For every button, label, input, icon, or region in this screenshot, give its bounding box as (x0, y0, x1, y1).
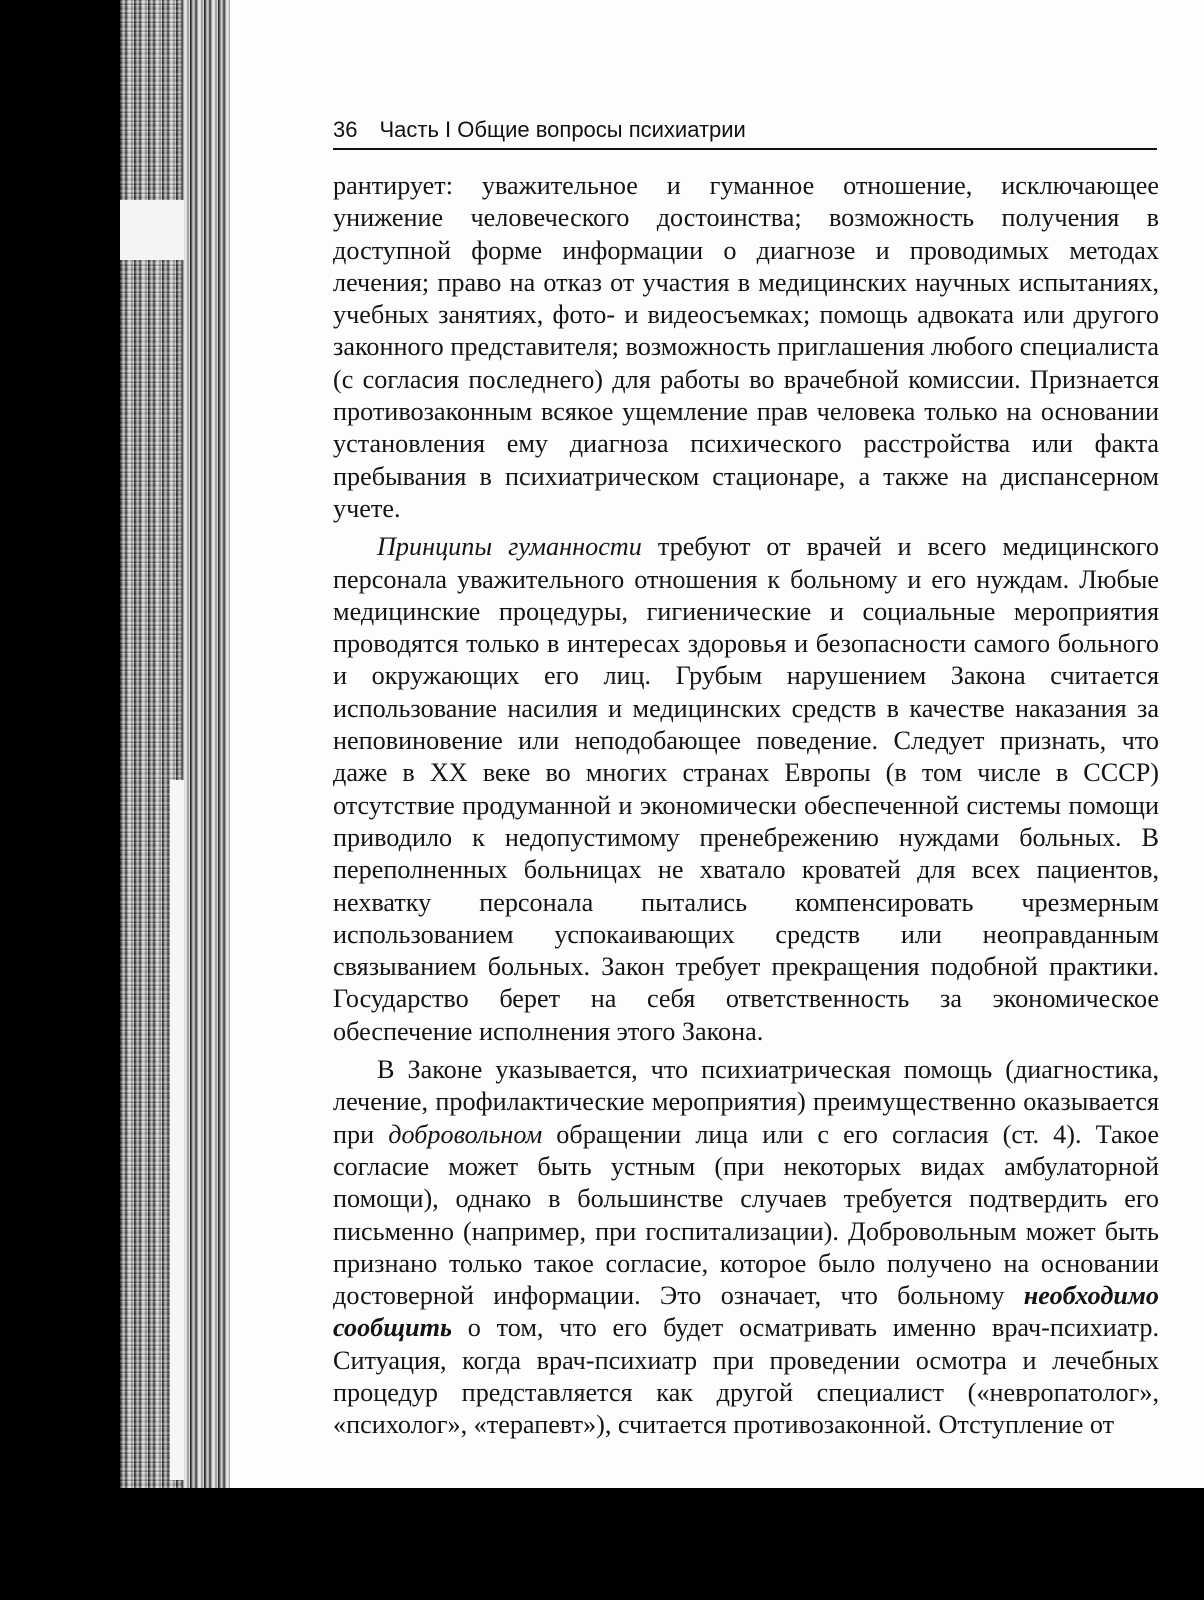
paragraph-humanity (333, 531, 1159, 1048)
gutter-highlight (170, 780, 184, 1480)
part-label: Часть I (379, 117, 452, 142)
term-must-inform: необходимо сообщить (333, 1281, 1159, 1343)
paragraph-rights: рантирует: уважительное и гуманное отношение, исключающее унижение человеческого достоинства; возможность получения в доступной форме информации о диагнозе и проводимых методах лечения; право на отказ от участия в медицинских научных испытаниях, учебных занятиях, фото- и видеосъемках; помощь адвоката или другого законного представителя; возможность приглашения любого специалиста (с согласия последнего) для работы во врачебной комиссии. Признается противозаконным всякое ущемление прав человека только на основании установления ему диагноза психического расстройства или факта пребывания в психиатрическом стационаре, а также на диспансерном учете. (333, 171, 1159, 523)
scan-bottom-border (120, 1488, 1204, 1600)
paragraph-humanity-text: требуют от врачей и всего медицинского персонала уважительного отношения к больному и его нуждам. Любые медицинские процедуры, гигиенические и социальные мероприятия проводятся только в интересах здоровья и безопасности самого больного и окружающих его лиц. Грубым нарушением Закона считается использование насилия и медицинских средств в качестве наказания за неповиновение или неподобающее поведение. Следует признать, что даже в XX веке во многих странах Европы (в том числе в СССР) отсутствие продуманной и экономически обеспеченной системы помощи приводило к недопустимому пренебрежению нуждами больных. В переполненных больницах не хватало кроватей для всех пациентов, нехватку персонала пытались компенсировать чрезмерным использованием успокаивающих средств или неоправданным связыванием больных. Закон требует прекращения подобной практики. Государство берет на себя ответственность за экономическое обеспечение исполнения этого Закона. (333, 532, 1159, 1046)
paragraph-voluntary-text-c: о том, что его будет осматривать именно врач-психиатр. Ситуация, когда врач-психиатр при проведении осмотра и лечебных процедур представляется как другой специалист («невропатолог», «психолог», «терапевт»), считается противозаконной. Отступление от (333, 1313, 1159, 1440)
page-number: 36 (333, 117, 358, 142)
term-humanity-principles: Принципы гуманности (377, 532, 642, 562)
gutter-highlight (120, 200, 184, 260)
paragraph-voluntary-text-a: В Законе указывается, что психиатрическая помощь (диагностика, лечение, профилактические мероприятия) преимущественно оказывается при (333, 1055, 1159, 1149)
running-head (333, 118, 1157, 150)
part-title: Общие вопросы психиатрии (457, 117, 746, 142)
body-text (333, 170, 1159, 1442)
paragraph-voluntary (333, 1054, 1159, 1442)
paragraph-voluntary-text-b: обращении лица или с его согласия (ст. 4). Такое согласие может быть устным (при некоторых видах амбулаторной помощи), однако в большинстве случаев требуется подтвердить его письменно (например, при госпитализации). Добровольным может быть признано только такое согласие, которое было получено на основании достоверной информации. Это означает, что больному (333, 1119, 1159, 1311)
term-voluntary: добровольном (388, 1119, 543, 1149)
